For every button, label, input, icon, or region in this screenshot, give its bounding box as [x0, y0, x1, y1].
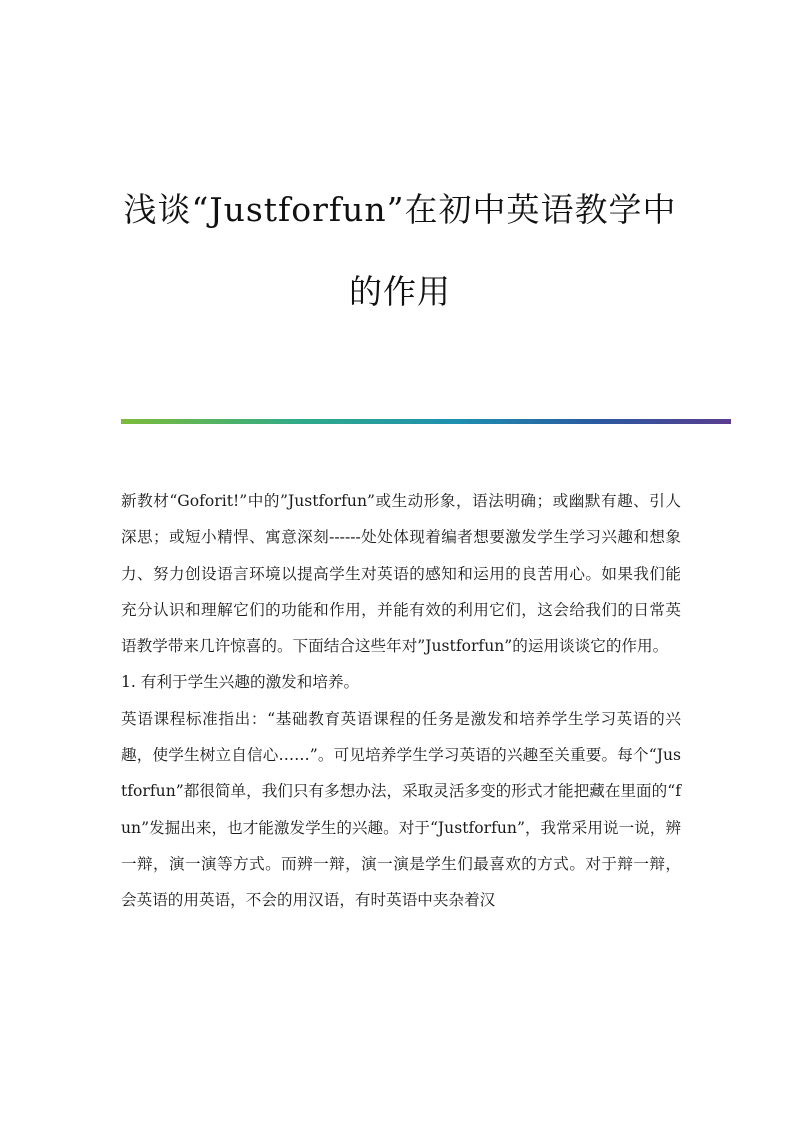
paragraph-intro: 新教材“Goforit!”中的”Justforfun”或生动形象，语法明确；或幽默有趣、引人深思；或短小精悍、寓意深刻------处处体现着编者想要激发学生学习兴趣和想象力、努力创设语言环境以提高学生对英语的感知和运用的良苦用心。如果我们能充分认识和理解它们的功能和作用，并能有效的利用它们，这会给我们的日常英语教学带来几许惊喜的。下面结合这些年对”Justforfun”的运用谈谈它的作用。	[121, 492, 681, 656]
gradient-divider	[121, 419, 731, 424]
body-text	[121, 483, 681, 919]
title-line-1: 浅谈“Justforfun”在初中英语教学中	[123, 190, 677, 229]
section-heading-1: 1. 有利于学生兴趣的激发和培养。	[121, 673, 360, 692]
paragraph-section-1: 英语课程标准指出：“基础教育英语课程的任务是激发和培养学生学习英语的兴趣，使学生树立自信心……”。可见培养学生学习英语的兴趣至关重要。每个“Justforfun”都很简单，我们只有多想办法，采取灵活多变的形式才能把藏在里面的“fun”发掘出来，也才能激发学生的兴趣。对于“Justforfun”，我常采用说一说，辨一辩，演一演等方式。而辨一辩，演一演是学生们最喜欢的方式。对于辩一辩，会英语的用英语，不会的用汉语，有时英语中夹杂着汉	[121, 709, 681, 910]
title-line-2: 的作用	[349, 272, 451, 311]
